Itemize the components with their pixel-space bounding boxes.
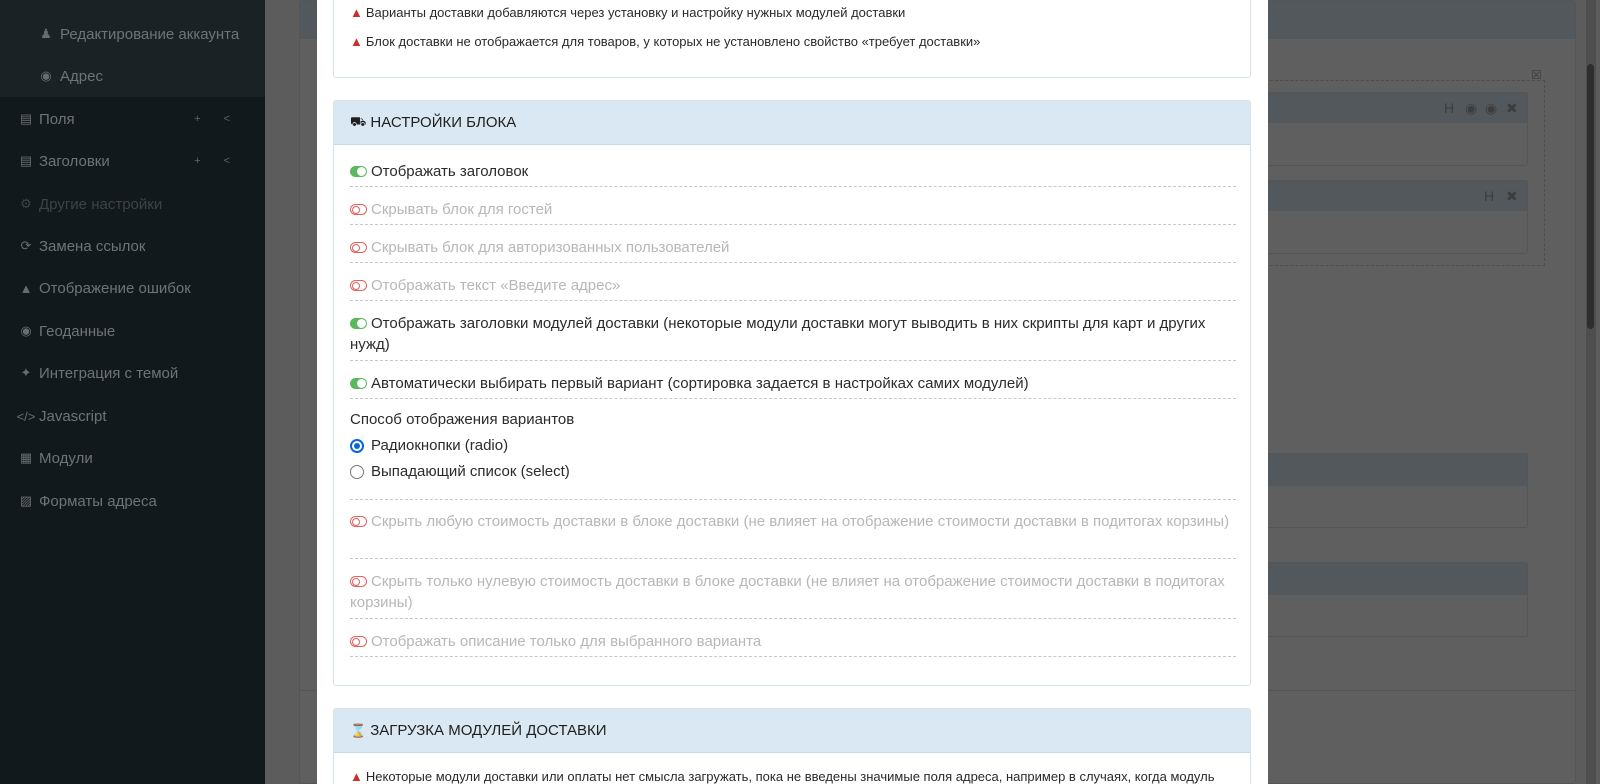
background-block-header [1241,454,1527,486]
toggle-show-module-headers[interactable] [350,313,1236,361]
sidebar-item-label: Отображение ошибок [39,279,191,297]
sidebar-item-javascript[interactable] [0,395,265,437]
warning-icon: ▲ [350,769,363,784]
sidebar-item-headers[interactable] [0,140,265,182]
sidebar-item-label: Javascript [39,407,107,425]
expand-indicator: + < [194,113,240,125]
magic-wand-icon: ✦ [20,365,32,380]
sidebar-item-label: Поля [39,110,75,128]
sidebar-item-label: Замена ссылок [39,237,146,255]
panel-header [334,101,1250,145]
sidebar-item-fields[interactable] [0,98,265,140]
block-settings-panel [333,100,1251,686]
settings-modal [317,0,1268,784]
sidebar-item-address[interactable] [0,55,265,97]
toggle-hide-any-cost[interactable] [350,511,1236,559]
address-card-icon: ▨ [19,493,33,508]
display-mode-label: Способ отображения вариантов [350,411,575,428]
close-icon: ✖ [1506,188,1518,204]
sidebar-item-label: Геоданные [39,322,116,340]
sidebar-item-label: Редактирование аккаунта [60,25,240,43]
page-scrollbar-thumb[interactable] [1587,64,1594,329]
toggle-label: Скрыть любую стоимость доставки в блоке доставки (не влияет на отображение стоимости доставки в подитогах корзины) [371,513,1230,530]
sidebar-item-label: Другие настройки [39,195,163,213]
toggle-description-selected-only[interactable] [350,631,1236,657]
panel-title: НАСТРОЙКИ БЛОКА [370,114,517,131]
sidebar-item-edit-account[interactable] [0,13,265,55]
background-block [1240,453,1528,528]
toggle-hide-zero-cost[interactable] [350,571,1236,619]
warning-line [350,769,1215,784]
toggle-label: Скрывать блок для авторизованных пользователей [371,239,730,256]
delivery-info-panel [333,0,1251,78]
toggle-label: Отображать заголовки модулей доставки (некоторые модули доставки могут выводить в них скрипты для карт и других нужд) [350,315,1206,353]
warning-text: Блок доставки не отображается для товаров, у которых не установлено свойство «требует доставки» [365,34,981,49]
sidebar-item-theme-integration[interactable] [0,352,265,394]
background-block [1240,562,1528,637]
toggle-off-icon[interactable] [350,242,367,253]
background-block-header [1241,563,1527,595]
toggle-hide-for-authorized[interactable] [350,237,1236,263]
radio-option-select[interactable] [350,463,570,480]
sidebar-item-modules[interactable] [0,437,265,479]
radio-button[interactable] [350,439,364,453]
toggle-auto-select-first[interactable] [350,373,1236,399]
toggle-on-icon[interactable] [350,166,367,177]
toggle-hide-for-guests[interactable] [350,199,1236,225]
file-icon: ▤ [19,153,33,168]
divider [350,499,1236,500]
puzzle-icon: ▦ [19,450,33,465]
sidebar [0,0,265,784]
warning-text: Варианты доставки добавляются через установку и настройку нужных модулей доставки [365,5,906,20]
sidebar-item-error-display[interactable] [0,267,265,309]
toggle-label: Автоматически выбирать первый вариант (сортировка задается в настройках самих модулей) [371,375,1029,392]
panel-title: ЗАГРУЗКА МОДУЛЕЙ ДОСТАВКИ [370,722,607,739]
radio-option-radio[interactable] [350,437,508,454]
warning-line [350,34,980,49]
toggle-off-icon[interactable] [350,280,367,291]
sidebar-item-label: Адрес [60,67,103,85]
file-icon: ▤ [19,111,33,126]
toggle-label: Скрывать блок для гостей [371,201,553,218]
h-icon: H [1444,100,1455,116]
globe-icon: ◉ [40,68,52,83]
sidebar-item-label: Модули [39,449,93,467]
sidebar-item-link-replace[interactable] [0,225,265,267]
truck-icon: ⛟ [350,113,367,129]
radio-label: Выпадающий список (select) [371,463,570,480]
eye-slash-icon: ◉ [1465,100,1478,116]
warning-line [350,5,905,20]
toggle-off-icon[interactable] [350,204,367,215]
toggle-label: Скрыть только нулевую стоимость доставки в блоке доставки (не влияет на отображение стоимости доставки в подитогах корзины) [350,573,1225,611]
module-loading-panel [333,708,1251,784]
sidebar-item-other-settings[interactable] [0,183,265,225]
radio-button[interactable] [350,465,364,479]
sidebar-item-label: Интеграция с темой [39,364,179,382]
warning-text: Некоторые модули доставки или оплаты нет смысла загружать, пока не введены значимые поля адреса, например в случаях, когда модуль [365,769,1215,784]
expand-indicator: + < [194,155,240,167]
gears-icon: ⚙ [20,196,32,211]
hourglass-icon: ⌛ [350,722,367,738]
sidebar-item-label: Форматы адреса [39,492,157,510]
sidebar-item-geodata[interactable] [0,310,265,352]
close-icon: ☒ [1531,68,1542,82]
toggle-label: Отображать текст «Введите адрес» [371,277,621,294]
toggle-off-icon[interactable] [350,576,367,587]
toggle-off-icon[interactable] [350,636,367,647]
toggle-off-icon[interactable] [350,516,367,527]
toggle-label: Отображать заголовок [371,163,529,180]
toggle-show-header[interactable] [350,161,1236,187]
radio-label: Радиокнопки (radio) [371,437,509,454]
warning-icon: ▲ [350,34,363,49]
h-icon: H [1484,188,1495,204]
eye-icon: ◉ [1485,100,1498,116]
sidebar-item-address-formats[interactable] [0,480,265,522]
toggle-on-icon[interactable] [350,318,367,329]
sidebar-item-label: Заголовки [39,152,110,170]
warning-icon: ▲ [19,280,33,296]
globe-icon: ◉ [20,323,32,338]
panel-header [334,709,1250,753]
warning-icon: ▲ [350,5,363,20]
user-icon: ♟ [40,26,52,41]
toggle-label: Отображать описание только для выбранного варианта [371,633,762,650]
toggle-on-icon[interactable] [350,378,367,389]
code-icon: </> [16,408,36,424]
close-icon: ✖ [1506,100,1518,116]
toggle-show-enter-address[interactable] [350,275,1236,301]
refresh-icon: ⟳ [20,238,32,253]
